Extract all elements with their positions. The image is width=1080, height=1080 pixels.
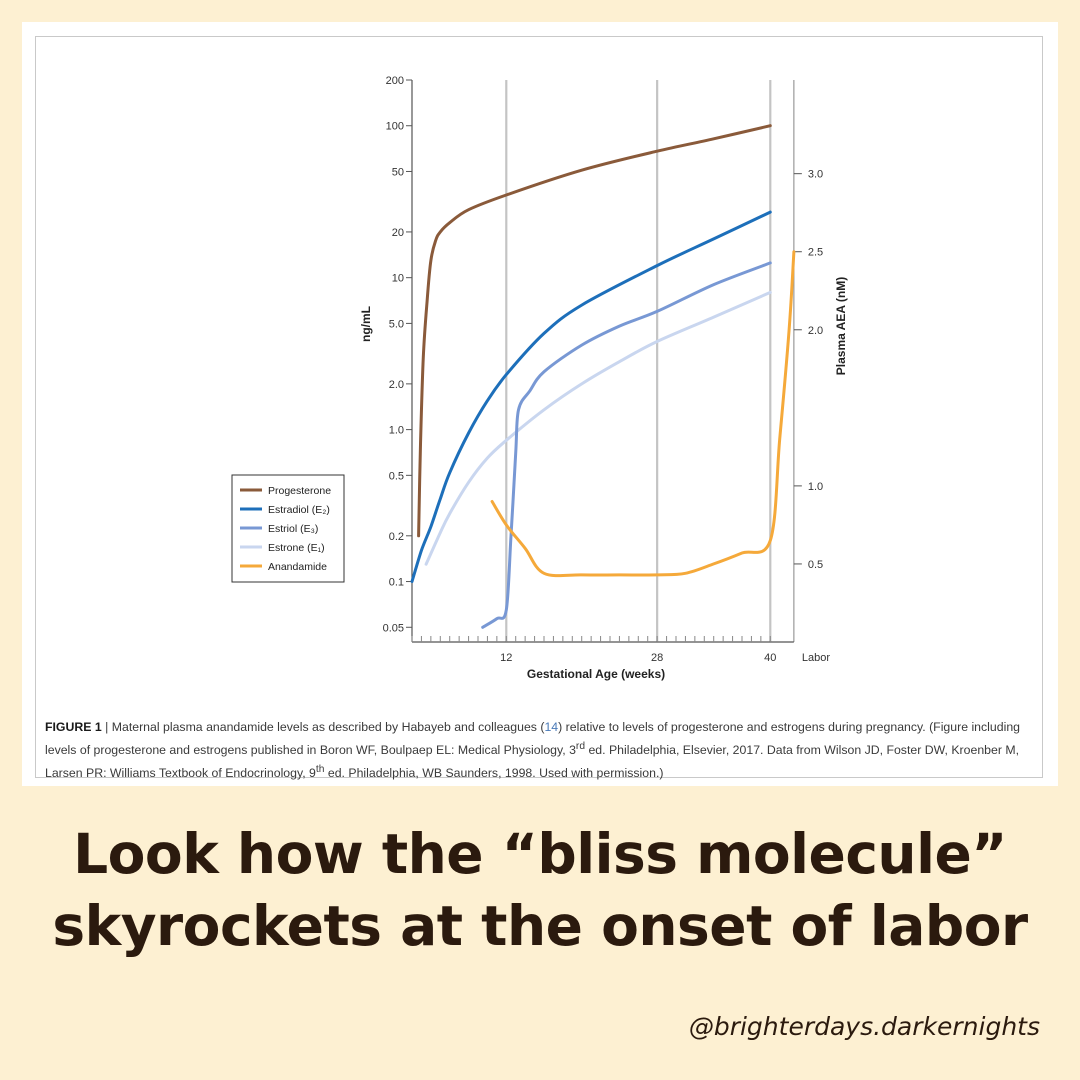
y-tick-label: 20 (391, 226, 404, 239)
headline (0, 818, 1080, 962)
series-line-estradiol (412, 212, 770, 581)
headline-line-1: Look how the “bliss molecule” (73, 822, 1007, 886)
legend-label-progesterone: Progesterone (268, 485, 332, 497)
y2-tick-label: 3.0 (807, 168, 824, 181)
y2-tick-label: 1.0 (807, 480, 824, 493)
x-tick-label: Labor (801, 652, 830, 664)
y2-tick-label: 0.5 (807, 558, 824, 571)
social-handle: @brighterdays.darkernights (688, 1012, 1040, 1041)
y2-axis-label: Plasma AEA (nM) (834, 276, 848, 376)
y-tick-label: 100 (385, 120, 404, 133)
y-tick-label: 5.0 (388, 318, 404, 331)
series-line-progesterone (419, 126, 771, 536)
figure-caption: FIGURE 1 | Maternal plasma anandamide levels as described by Habayeb and colleagues (14) relative to levels of progesterone and estrogens during pregnancy. (Figure including levels of progesterone and estrogens published in Boron WF, Boulpaep EL: Medical Physiology, 3rd ed. Philadelphia, Elsevier, 2017. Data from Wilson JD, Foster DW, Kroenber M, Larsen PR: Williams Textbook of Endocrinology, 9th ed. Philadelphia, WB Saunders, 1998. Used with permission.) (45, 720, 1020, 781)
headline-line-2: skyrockets at the onset of labor (52, 894, 1028, 958)
x-tick-label: 12 (500, 652, 513, 664)
y2-tick-label: 2.5 (807, 246, 824, 259)
series-line-estrone (426, 292, 770, 564)
y-tick-label: 200 (385, 75, 404, 87)
hormone-chart (22, 22, 1058, 712)
caption-text-3: ed. Philadelphia, Elsevier, 2017. Data from Wilson JD, Foster DW, Kroenber M, Larsen PR: Williams Textbook of Endocrinology, 9 (45, 743, 1020, 781)
x-axis-label: Gestational Age (weeks) (526, 667, 666, 681)
y-axis-label: ng/mL (359, 306, 373, 342)
y-tick-label: 50 (391, 166, 404, 179)
x-tick-label: 40 (764, 652, 777, 664)
legend-label-estrone: Estrone (E₁) (268, 542, 325, 554)
series-line-estriol (483, 263, 771, 627)
x-tick-label: 28 (651, 652, 664, 664)
caption-reference-link[interactable]: 14 (544, 720, 559, 734)
legend-label-estradiol: Estradiol (E₂) (268, 504, 330, 516)
y2-tick-label: 2.0 (807, 324, 824, 337)
caption-text-2: ) relative to levels of progesterone and estrogens during pregnancy. (Figure including levels of progesterone and estrogens published in Boron WF, Boulpaep EL: Medical Physiology, 3 (45, 720, 1020, 758)
caption-text-4: ed. Philadelphia, WB Saunders, 1998. Used with permission.) (324, 766, 664, 781)
y-tick-label: 1.0 (388, 424, 404, 437)
y-tick-label: 0.05 (382, 622, 404, 635)
figure-card (22, 22, 1058, 786)
legend-label-anandamide: Anandamide (268, 561, 327, 573)
y-tick-label: 0.5 (388, 470, 404, 483)
caption-figure-label: FIGURE 1 (45, 720, 102, 734)
y-tick-label: 10 (391, 272, 404, 285)
caption-sup-1: rd (575, 741, 586, 752)
y-tick-label: 2.0 (388, 378, 404, 391)
y-tick-label: 0.1 (388, 576, 404, 589)
caption-sup-2: th (315, 764, 325, 776)
caption-text-1: Maternal plasma anandamide levels as described by Habayeb and colleagues ( (111, 720, 545, 734)
legend-label-estriol: Estriol (E₃) (268, 523, 319, 535)
y-tick-label: 0.2 (388, 530, 404, 543)
